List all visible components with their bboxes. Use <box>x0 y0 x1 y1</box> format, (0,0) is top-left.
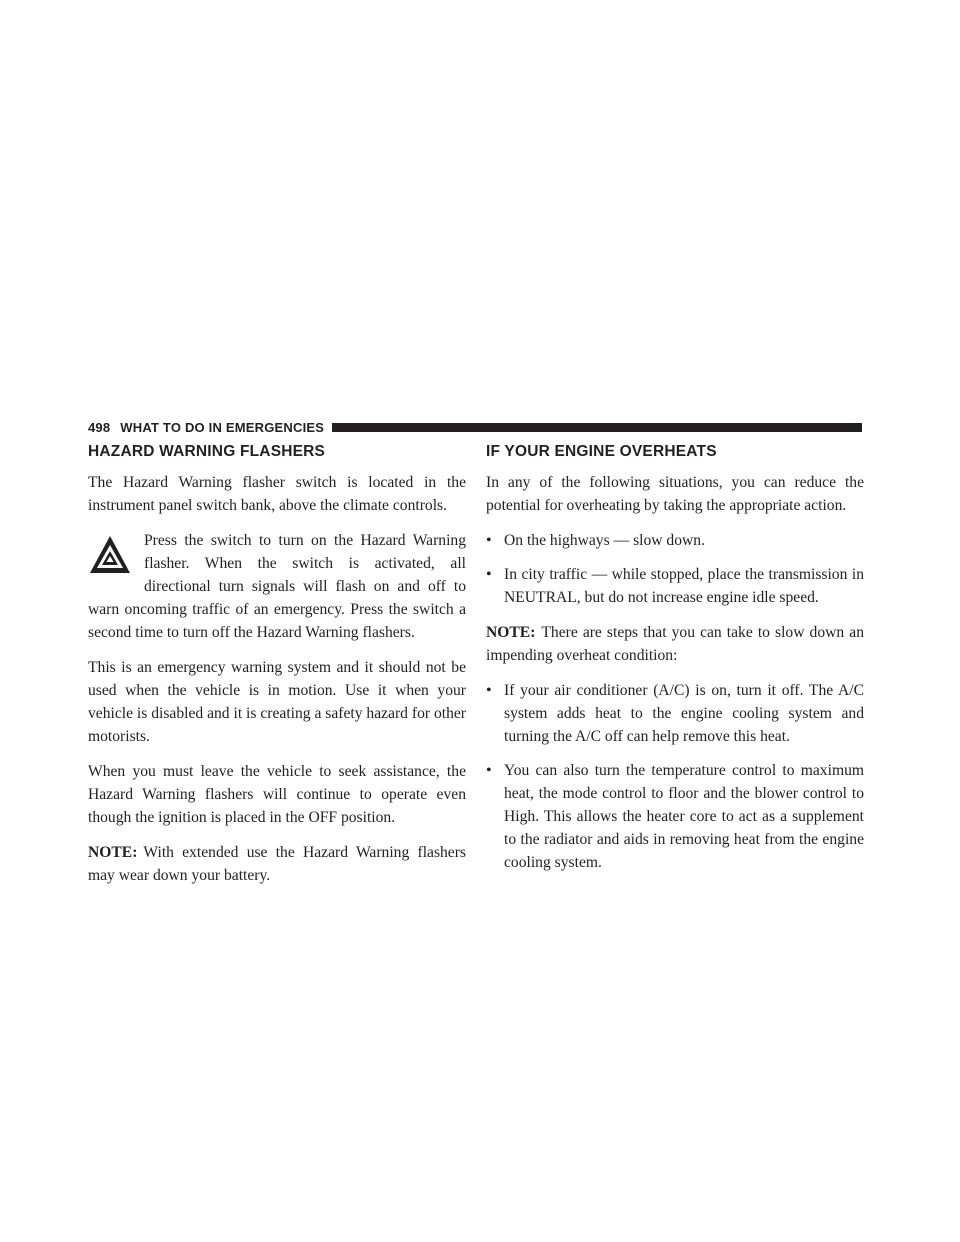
list-item: • On the highways — slow down. <box>486 529 864 552</box>
note-text: There are steps that you can take to slow down an impending overheat condition: <box>486 624 864 664</box>
hazard-triangle-icon <box>88 533 132 577</box>
note-overheat-steps <box>486 621 864 667</box>
note-battery <box>88 841 466 887</box>
note-label: NOTE: <box>88 844 138 861</box>
right-column <box>486 442 864 886</box>
paragraph-flasher-location: The Hazard Warning flasher switch is located in the instrument panel switch bank, above the climate controls. <box>88 474 466 514</box>
note-label: NOTE: <box>486 624 536 641</box>
list-item: • You can also turn the temperature control to maximum heat, the mode control to floor and the blower control to High. This allows the heater core to act as a supplement to the radiator and aids in removing heat from the engine cooling system. <box>486 759 864 874</box>
paragraph-switch-operation: Press the switch to turn on the Hazard Warning flasher. When the switch is activated, all directional turn signals will flash on and off to warn oncoming traffic of an emergency. Press the switch a second time to turn off the Hazard Warning flashers. <box>88 532 466 641</box>
running-header <box>88 418 862 436</box>
paragraph-overheat-intro: In any of the following situations, you can reduce the potential for overheating by taking the appropriate action. <box>486 474 864 514</box>
paragraph-emergency-system: This is an emergency warning system and it should not be used when the vehicle is in motion. Use it when your vehicle is disabled and it is creating a safety hazard for other motorists. <box>88 659 466 745</box>
note-text: With extended use the Hazard Warning flashers may wear down your battery. <box>88 844 466 884</box>
section-title: WHAT TO DO IN EMERGENCIES <box>120 419 325 435</box>
left-column <box>88 442 466 899</box>
heading-hazard-warning-flashers: HAZARD WARNING FLASHERS <box>88 443 326 460</box>
header-rule <box>332 423 862 432</box>
list-item: • In city traffic — while stopped, place the transmission in NEUTRAL, but do not increase engine idle speed. <box>486 563 864 609</box>
bullet-list-steps <box>486 679 864 874</box>
paragraph-leave-vehicle: When you must leave the vehicle to seek assistance, the Hazard Warning flashers will continue to operate even though the ignition is placed in the OFF position. <box>88 763 466 826</box>
list-item: • If your air conditioner (A/C) is on, turn it off. The A/C system adds heat to the engine cooling system and turning the A/C off can help remove this heat. <box>486 679 864 748</box>
warning-block <box>88 529 466 644</box>
bullet-list-situations <box>486 529 864 609</box>
page-number: 498 <box>88 419 111 435</box>
heading-engine-overheats: IF YOUR ENGINE OVERHEATS <box>486 443 717 460</box>
